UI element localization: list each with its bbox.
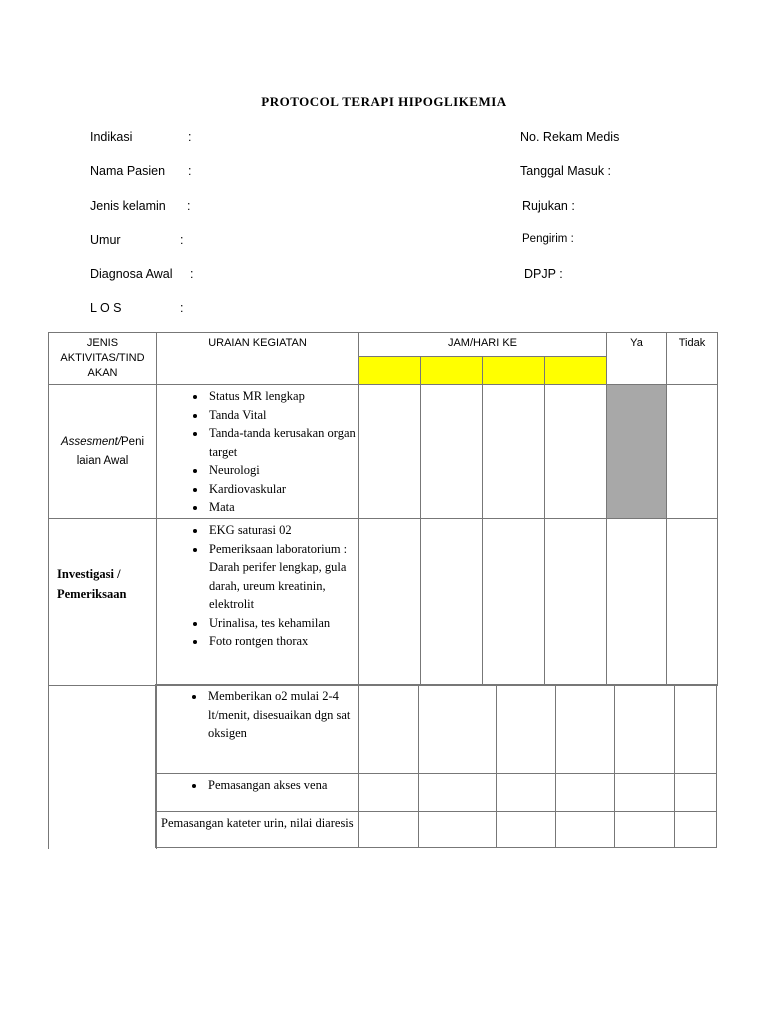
- header-jenis-aktivitas: JENIS AKTIVITAS/TIND AKAN: [49, 333, 157, 385]
- table-row-investigasi: [49, 519, 718, 686]
- jam-cell[interactable]: [359, 519, 421, 686]
- jam-cell[interactable]: [497, 812, 556, 848]
- ya-cell[interactable]: [615, 812, 675, 848]
- document-title: PROTOCOL TERAPI HIPOGLIKEMIA: [261, 94, 507, 109]
- list-item: • Status MR lengkap: [207, 387, 358, 406]
- jam-cell[interactable]: [483, 385, 545, 519]
- list-item: • Memberikan o2 mulai 2-4 lt/menit, disesuaikan dgn sat oksigen: [206, 687, 358, 743]
- jam-hari-cell-3[interactable]: [483, 357, 545, 385]
- tidak-cell[interactable]: [675, 685, 717, 774]
- uraian-akses-vena: [156, 774, 359, 812]
- tidak-cell[interactable]: [667, 519, 718, 686]
- field-diagnosa-awal: Diagnosa Awal :: [90, 267, 194, 281]
- uraian-oksigen: [156, 685, 359, 774]
- uraian-investigasi: [157, 519, 359, 686]
- field-jenis-kelamin: Jenis kelamin :: [90, 199, 191, 213]
- jam-cell[interactable]: [545, 519, 607, 686]
- jam-cell[interactable]: [483, 519, 545, 686]
- jam-cell[interactable]: [419, 685, 497, 774]
- table-row-akses-vena: [156, 774, 717, 812]
- category-assesment: Assesment/Peni laian Awal: [49, 385, 157, 519]
- list-item: • Tanda-tanda kerusakan organ target: [207, 424, 358, 461]
- header-ya: Ya: [607, 333, 667, 385]
- jam-cell[interactable]: [419, 812, 497, 848]
- ya-cell-shaded: [607, 385, 667, 519]
- header-tidak: Tidak: [667, 333, 718, 385]
- jam-cell[interactable]: [556, 812, 615, 848]
- list-item: • Mata: [207, 498, 358, 517]
- tidak-cell[interactable]: [675, 774, 717, 812]
- jam-hari-cell-4[interactable]: [545, 357, 607, 385]
- therapy-table: [155, 684, 717, 848]
- jam-cell[interactable]: [359, 685, 419, 774]
- field-no-rekam-medis: No. Rekam Medis: [520, 130, 620, 144]
- jam-cell[interactable]: [556, 774, 615, 812]
- jam-cell[interactable]: [556, 685, 615, 774]
- field-umur: Umur :: [90, 233, 184, 247]
- ya-cell[interactable]: [615, 774, 675, 812]
- list-item: • Urinalisa, tes kehamilan: [207, 614, 358, 633]
- ya-cell[interactable]: [615, 685, 675, 774]
- jam-hari-cell-2[interactable]: [421, 357, 483, 385]
- list-item: • Kardiovaskular: [207, 480, 358, 499]
- jam-hari-cell-1[interactable]: [359, 357, 421, 385]
- field-indikasi: Indikasi :: [90, 130, 192, 144]
- field-nama-pasien: Nama Pasien :: [90, 164, 192, 178]
- field-tanggal-masuk: Tanggal Masuk :: [520, 164, 612, 178]
- category-investigasi: Investigasi / Pemeriksaan: [49, 519, 157, 686]
- list-item: • Neurologi: [207, 461, 358, 480]
- field-dpjp: DPJP :: [524, 267, 563, 281]
- list-item: • EKG saturasi 02: [207, 521, 358, 540]
- list-item: • Tanda Vital: [207, 406, 358, 425]
- ya-cell[interactable]: [607, 519, 667, 686]
- jam-cell[interactable]: [545, 385, 607, 519]
- jam-cell[interactable]: [359, 385, 421, 519]
- tidak-cell[interactable]: [675, 812, 717, 848]
- jam-cell[interactable]: [421, 385, 483, 519]
- field-los: L O S :: [90, 301, 184, 315]
- list-item: • Foto rontgen thorax: [207, 632, 358, 651]
- table-row-assesment: [49, 385, 718, 519]
- tidak-cell[interactable]: [667, 385, 718, 519]
- field-pengirim: Pengirim :: [522, 233, 574, 245]
- table-row-oksigen: [156, 685, 717, 774]
- table-row-kateter: [156, 812, 717, 848]
- header-jam-hari-ke: JAM/HARI KE: [359, 333, 607, 357]
- field-rujukan: Rujukan :: [522, 199, 575, 213]
- jam-cell[interactable]: [421, 519, 483, 686]
- category-terapi: [49, 686, 157, 849]
- jam-cell[interactable]: [497, 685, 556, 774]
- jam-cell[interactable]: [359, 812, 419, 848]
- jam-cell[interactable]: [359, 774, 419, 812]
- uraian-kateter: Pemasangan kateter urin, nilai diaresis: [156, 812, 359, 848]
- jam-cell[interactable]: [419, 774, 497, 812]
- jam-cell[interactable]: [497, 774, 556, 812]
- header-uraian-kegiatan: URAIAN KEGIATAN: [157, 333, 359, 385]
- list-item: • Pemeriksaan laboratorium : Darah perifer lengkap, gula darah, ureum kreatinin, elektrolit: [207, 540, 358, 614]
- uraian-assesment: [157, 385, 359, 519]
- list-item: • Pemasangan akses vena: [206, 776, 358, 795]
